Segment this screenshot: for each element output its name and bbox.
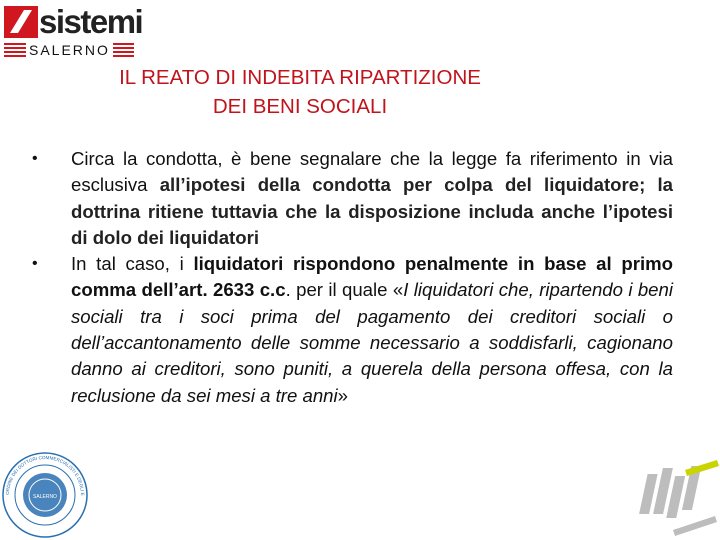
logo-word: sistemi: [39, 3, 143, 40]
title-line-2: DEI BENI SOCIALI: [212, 95, 388, 118]
bullet-item: [30, 146, 673, 251]
seal-center-text: SALERNO: [33, 494, 57, 500]
corner-brand-logo: [633, 458, 720, 540]
logo-mark-icon: [4, 6, 38, 38]
slide-title: [0, 63, 600, 121]
order-seal-logo: [0, 450, 90, 540]
seal-ring-textpath: ORDINE DEI DOTTORI COMMERCIALISTI E DEGLI E: [4, 454, 86, 496]
bullet-list: [30, 146, 673, 409]
bullet-2-text-b: liquidatori rispondono penalmente in base al primo comma dell’art. 2633 c.c: [71, 253, 673, 301]
bullet-dot-icon: •: [32, 255, 38, 273]
sistemi-logo: [4, 3, 143, 58]
bullet-1-text-a: Circa la condotta, è bene segnalare che la legge fa riferimento in via esclusiva: [71, 148, 673, 196]
bullet-text: [71, 251, 673, 409]
logo-subtitle: SALERNO: [26, 43, 113, 58]
title-line-1: IL REATO DI INDEBITA RIPARTIZIONE: [119, 66, 481, 89]
bullet-2-text-a: In tal caso, i: [71, 253, 194, 275]
bullet-2-text-d: I liquidatori che, ripartendo i beni sociali tra i soci prima del pagamento dei creditori sociali o dell’accantonamento delle somme necessario a soddisfarli, cagionano danno ai creditori, sono puniti, a querela della persona offesa, con la reclusione da sei mesi a tre anni: [71, 279, 673, 406]
bullet-2-text-e: »: [337, 384, 348, 406]
bullet-text: [71, 146, 673, 251]
bullet-item: [30, 251, 673, 409]
bullet-1-text-b: all’ipotesi della condotta per colpa del liquidatore; la dottrina ritiene tuttavia che la disposizione includa anche l’ipotesi di dolo dei liquidatori: [71, 174, 674, 248]
bullet-dot-icon: •: [32, 150, 38, 167]
bullet-2-text-c: . per il quale «: [285, 279, 404, 301]
